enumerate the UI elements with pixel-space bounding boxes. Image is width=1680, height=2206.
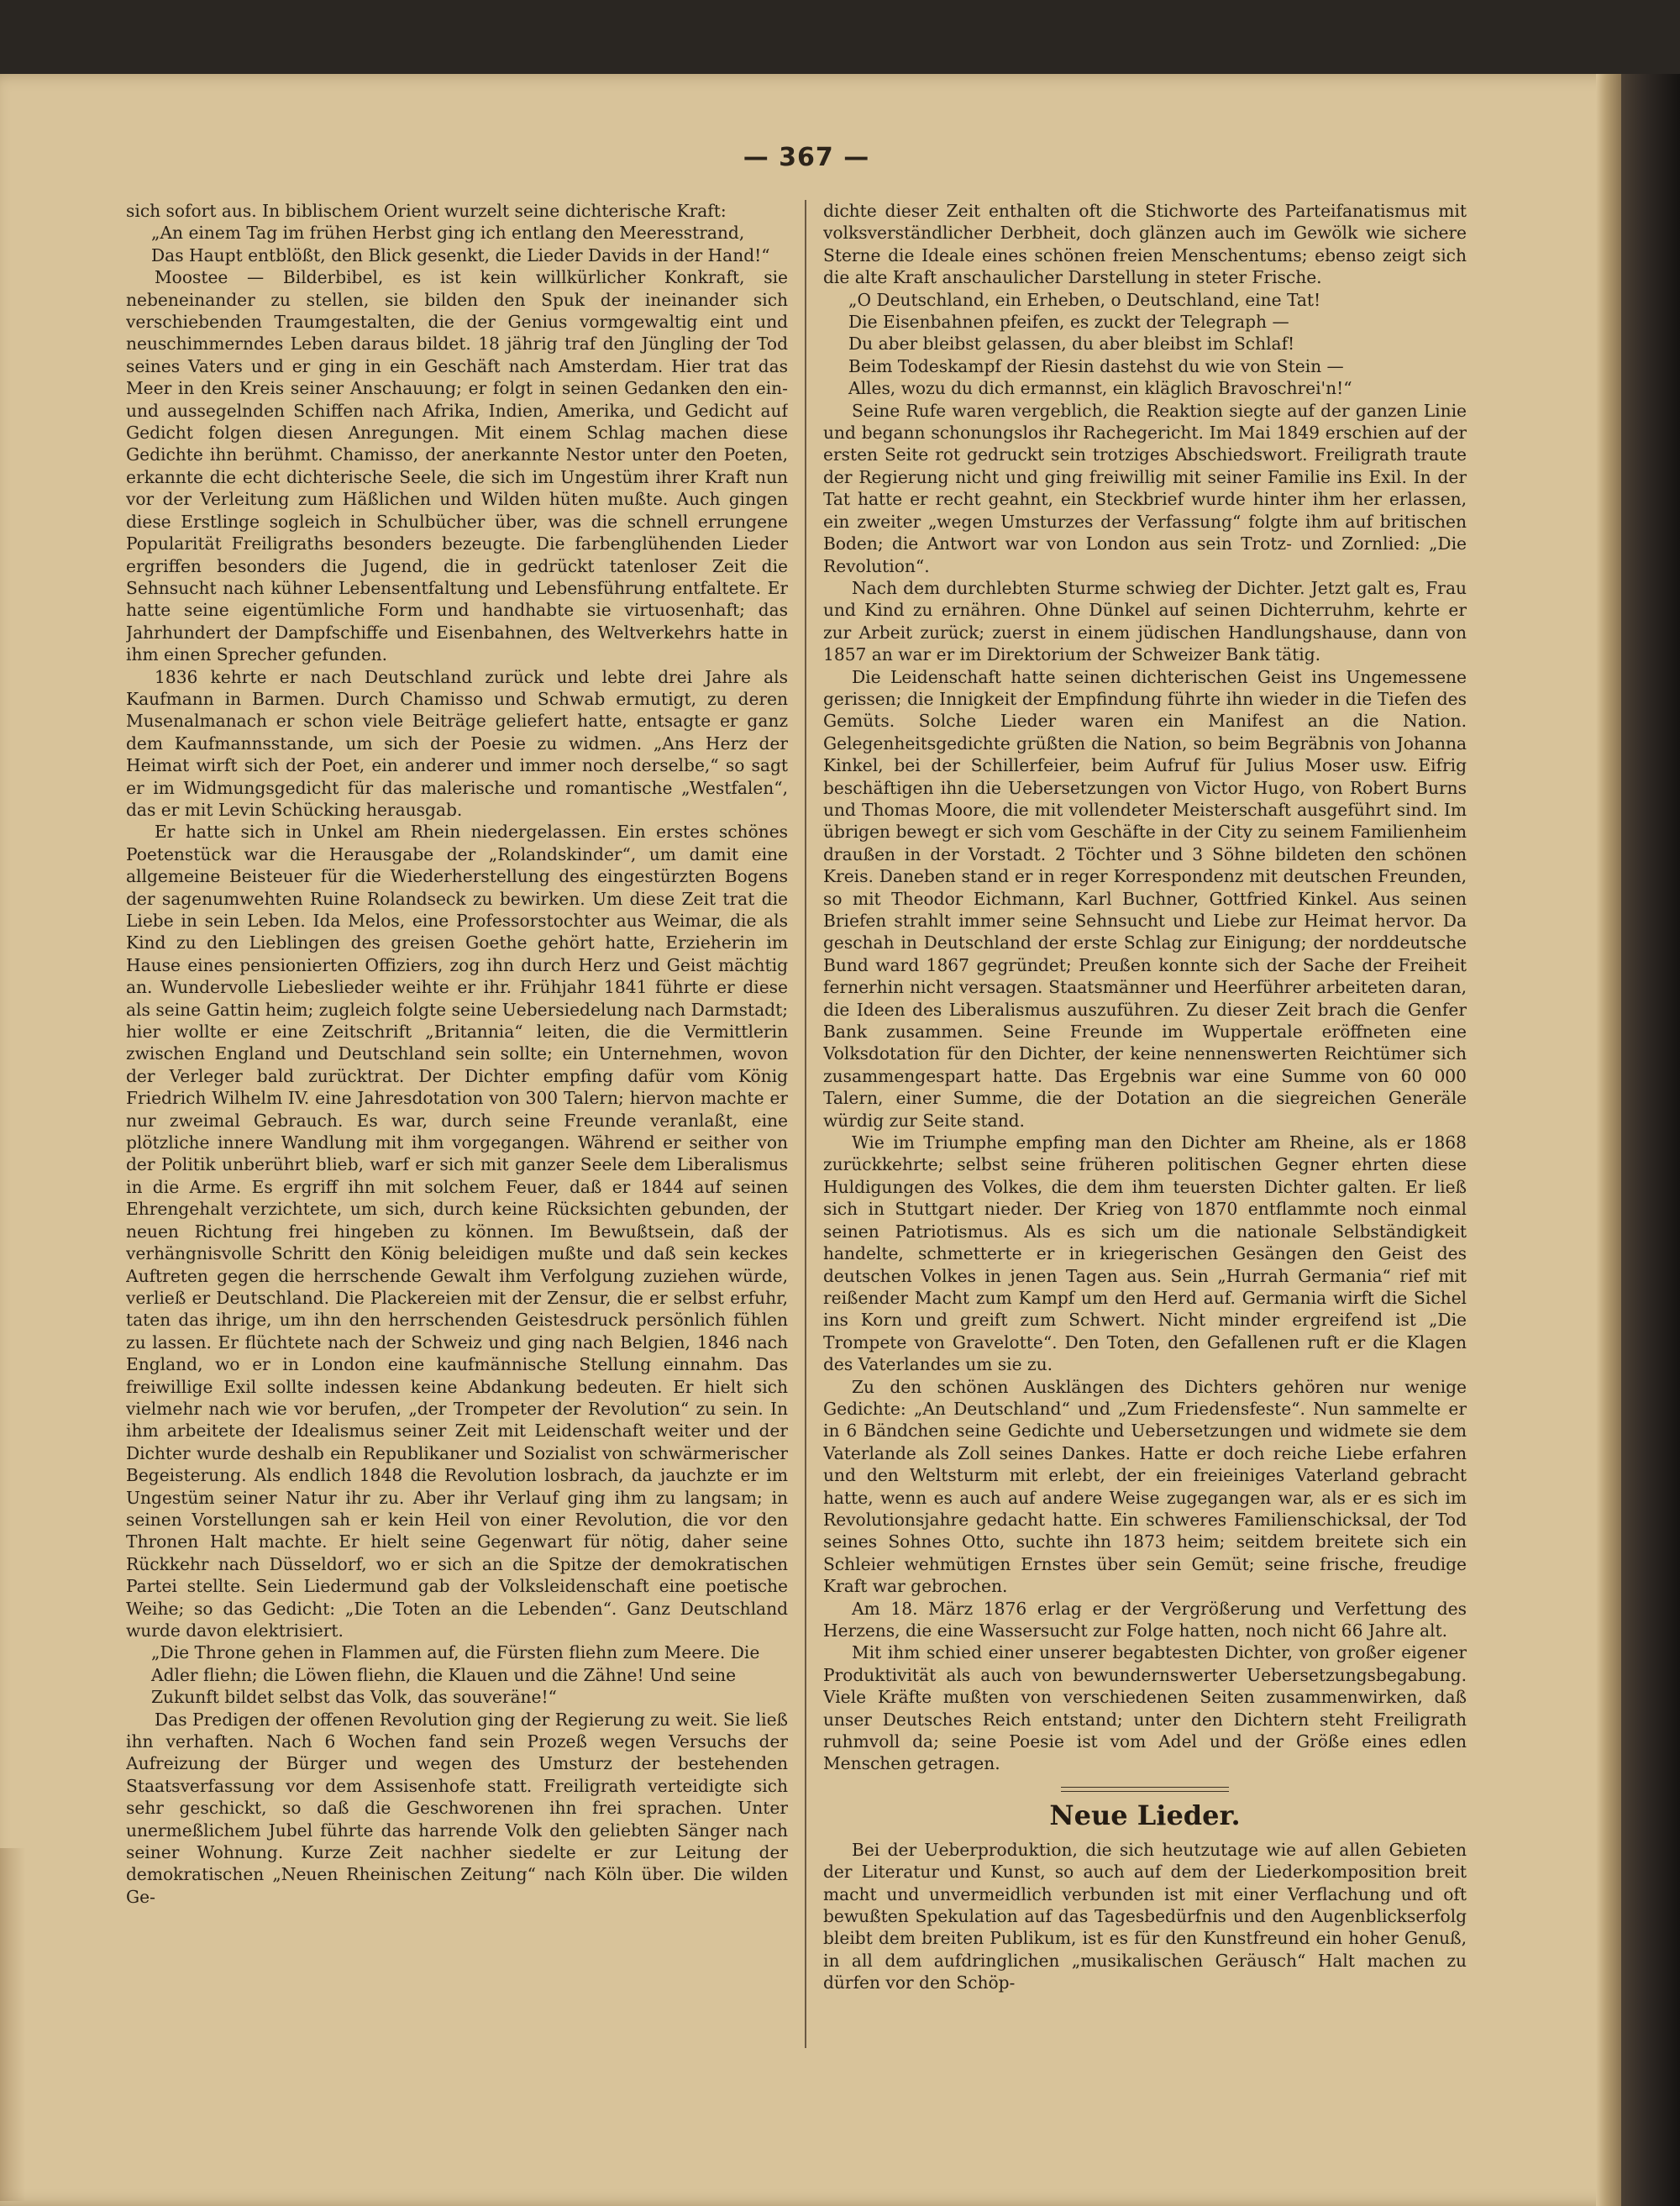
verse-quote	[848, 289, 1467, 400]
verse-line: Die Eisenbahnen pfeifen, es zuckt der Telegraph —	[848, 312, 1289, 333]
column-divider	[805, 200, 806, 2048]
paragraph: 1836 kehrte er nach Deutschland zurück und lebte drei Jahre als Kaufmann in Barmen. Durch Chamisso und Schwab ermutigt, zu deren Musenalmanach er schon viele Beiträge geliefert hatte, entsagte er ganz dem Kaufmannsstande, um sich der Poesie zu widmen. „Ans Herz der Heimat wirft sich der Poet, ein anderer und immer noch derselbe,“ so sagt er im Widmungsgedicht für das malerische und romantische „Westfalen“, das er mit Levin Schücking herausgab.	[126, 666, 788, 820]
paragraph: Moostee — Bilderbibel, es ist kein willkürlicher Konkraft, sie nebeneinander zu stellen, sie bilden den Spuk der ineinander sich verschiebenden Traumgestalten, die der Genius vormgewaltig eint und neuschimmerndes Leben daraus bildet. 18 jährig traf den Jüngling der Tod seines Vaters und er ging in ein Geschäft nach Amsterdam. Hier trat das Meer in den Kreis seiner Anschauung; er folgt in seinen Gedanken den ein- und aussegelnden Schiffen nach Afrika, Indien, Amerika, und Gedicht auf Gedicht folgen diesen Anregungen. Mit einem Schlag machen diese Gedichte ihn berühmt. Chamisso, der anerkannte Nestor unter den Poeten, erkannte die echt dichterische Seele, die sich im Ungestüm ihrer Kraft nun vor der Verleitung zum Häßlichen und Wilden hüten mußte. Auch gingen diese Erstlinge sogleich in Schulbücher über, was die schnell errungene Popularität Freiligraths besonders bezeugte. Die farbenglühenden Lieder ergriffen besonders die Jugend, die in gedrückt tatenloser Zeit die Sehnsucht nach kühner Lebensentfaltung und Lebensführung entfaltete. Er hatte seine eigentümliche Form und handhabte sie virtuosenhaft; das Jahrhundert der Dampfschiffe und Eisenbahnen, des Weltverkehrs hatte in ihm einen Sprecher gefunden.	[126, 267, 788, 665]
paragraph: Am 18. März 1876 erlag er der Vergrößerung und Verfettung des Herzens, die eine Wassersucht zur Folge hatten, noch nicht 66 Jahre alt.	[823, 1598, 1467, 1641]
paragraph: Seine Rufe waren vergeblich, die Reaktion siegte auf der ganzen Linie und begann schonungslos ihr Rachegericht. Im Mai 1849 erschien auf der ersten Seite rot gedruckt sein trotziges Abschiedswort. Freiligrath traute der Regierung nicht und ging freiwillig mit seiner Familie ins Exil. In der Tat hatte er recht geahnt, ein Steckbrief wurde hinter ihm her erlassen, ein zweiter „wegen Umsturzes der Verfassung“ folgte ihm auf britischen Boden; die Antwort war von London aus sein Trotz- und Zornlied: „Die Revolution“.	[823, 400, 1467, 576]
left-column	[126, 200, 788, 2132]
verse-line: Beim Todeskampf der Riesin dastehst du wie von Stein —	[848, 355, 1344, 376]
verse-line: „Die Throne gehen in Flammen auf, die Fürsten fliehn zum Meere. Die Adler fliehn; die Löwen fliehn, die Klauen und die Zähne! Und seine Zukunft bildet selbst das Volk, das souveräne!“	[151, 1642, 760, 1708]
page-edge	[1596, 74, 1621, 2206]
verse-line: Das Haupt entblößt, den Blick gesenkt, die Lieder Davids in der Hand!“	[151, 244, 770, 265]
verse-line: Du aber bleibst gelassen, du aber bleibst im Schlaf!	[848, 334, 1295, 355]
paragraph: Die Leidenschaft hatte seinen dichterischen Geist ins Ungemessene gerissen; die Innigkeit der Empfindung führte ihn wieder in die Tiefen des Gemüts. Solche Lieder waren ein Manifest an die Nation. Gelegenheitsgedichte grüßten die Nation, so beim Begräbnis von Johanna Kinkel, bei der Schillerfeier, beim Aufruf für Julius Moser usw. Eifrig beschäftigen ihn die Uebersetzungen von Victor Hugo, von Robert Burns und Thomas Moore, die mit vollendeter Meisterschaft ausgeführt sind. Im übrigen bewegt er sich vom Geschäfte in der City zu seinem Familienheim draußen in der Vorstadt. 2 Töchter und 3 Söhne bildeten den schönen Kreis. Daneben stand er in reger Korrespondenz mit deutschen Freunden, so mit Theodor Eichmann, Karl Buchner, Gottfried Kinkel. Aus seinen Briefen strahlt immer seine Sehnsucht und Liebe zur Heimat hervor. Da geschah in Deutschland der erste Schlag zur Einigung; der norddeutsche Bund ward 1867 gegründet; Preußen konnte sich der Sache der Freiheit fernerhin nicht versagen. Staatsmänner und Heerführer arbeiteten daran, die Ideen des Liberalismus auszuführen. Zu dieser Zeit brach die Genfer Bank zusammen. Seine Freunde im Wuppertale eröffneten eine Volksdotation für den Dichter, der keine nennenswerten Reichtümer sich zusammengespart hatte. Das Ergebnis war eine Summe von 60 000 Talern, einer Summe, die der Dotation an die siegreichen Generäle würdig zur Seite stand.	[823, 666, 1467, 1131]
paragraph: Mit ihm schied einer unserer begabtesten Dichter, von großer eigener Produktivität als auch von bewundernswerter Uebersetzungsbegabung. Viele Kräfte mußten von verschiedenen Seiten zusammenwirken, daß unser Deutsches Reich entstand; unter den Dichtern steht Freiligrath ruhmvoll da; seine Poesie ist vom Adel und der Größe eines edlen Menschen getragen.	[823, 1642, 1467, 1774]
paragraph: Nach dem durchlebten Sturme schwieg der Dichter. Jetzt galt es, Frau und Kind zu ernähren. Ohne Dünkel auf seinen Dichterruhm, kehrte er zur Arbeit zurück; zuerst in einem jüdischen Handlungshause, dann von 1857 an war er im Direktorium der Schweizer Bank tätig.	[823, 577, 1467, 665]
section-separator	[1061, 1787, 1229, 1792]
verse-line: „An einem Tag im frühen Herbst ging ich entlang den Meeresstrand,	[151, 223, 745, 244]
paragraph: Wie im Triumphe empfing man den Dichter am Rheine, als er 1868 zurückkehrte; selbst seine früheren politischen Gegner ehrten diese Huldigungen des Volkes, die dem ihm teuersten Dichter galten. Er ließ sich in Stuttgart nieder. Der Krieg von 1870 entflammte noch einmal seinen Patriotismus. Als es sich um die nationale Selbständigkeit handelte, schmetterte er in kriegerischen Gesängen den Geist des deutschen Volkes in jenen Tagen aus. Sein „Hurrah Germania“ rief mit reißender Macht zum Kampf um den Herd auf. Germania wirft die Sichel ins Korn und greift zum Schwert. Nicht minder ergreifend ist „Die Trompete von Gravelotte“. Den Toten, den Gefallenen ruft er die Klagen des Vaterlandes um sie zu.	[823, 1132, 1467, 1375]
paragraph: Zu den schönen Ausklängen des Dichters gehören nur wenige Gedichte: „An Deutschland“ und „Zum Friedensfeste“. Nun sammelte er in 6 Bändchen seine Gedichte und Uebersetzungen und widmete sie dem Vaterlande als Zoll seines Dankes. Hatte er doch reiche Liebe erfahren und den Weltsturm mit erlebt, der ein freieiniges Vaterland gebracht hatte, wenn es auch auf andere Weise zugegangen war, als er es sich im Revolutionsjahre gedacht hatte. Ein schweres Familienschicksal, der Tod seines Sohnes Otto, suchte ihn 1873 heim; seitdem breitete sich ein Schleier wehmütigen Ernstes über sein Gemüt; seine frische, freudige Kraft war gebrochen.	[823, 1376, 1467, 1597]
right-column	[823, 200, 1467, 2048]
paragraph: dichte dieser Zeit enthalten oft die Stichworte des Parteifanatismus mit volksverständlicher Derbheit, doch glänzen auch im Gewölk wie sichere Sterne die Ideale eines schönen freien Menschentums; ebenso zeigt sich die alte Kraft anschaulicher Darstellung in steter Frische.	[823, 201, 1467, 288]
paragraph: Das Predigen der offenen Revolution ging der Regierung zu weit. Sie ließ ihn verhaften. Nach 6 Wochen fand sein Prozeß wegen Versuchs der Aufreizung der Bürger und wegen des Umsturz der bestehenden Staatsverfassung vor dem Assisenhofe statt. Freiligrath verteidigte sich sehr geschickt, so daß die Geschworenen ihn frei sprachen. Unter unermeßlichem Jubel führte das harrende Volk den geliebten Sänger nach seiner Wohnung. Kurze Zeit nachher siedelte er zur Leitung der demokratischen „Neuen Rheinischen Zeitung“ nach Köln über. Die wilden Ge-	[126, 1709, 788, 1907]
paragraph: Bei der Ueberproduktion, die sich heutzutage wie auf allen Gebieten der Literatur und Kunst, so auch auf dem der Liederkomposition breit macht und unvermeidlich verbunden ist mit einer Verflachung und oft bewußten Spekulation auf das Tagesbedürfnis und den Augenblickserfolg bleibt dem breiten Publikum, ist es für den Kunstfreund ein hoher Genuß, in all dem aufdringlichen „musikalischen Geräusch“ Halt machen zu dürfen vor den Schöp-	[823, 1839, 1467, 1993]
paper-stain	[0, 1848, 25, 2201]
verse-quote	[151, 1641, 788, 1708]
paragraph: sich sofort aus. In biblischem Orient wurzelt seine dichterische Kraft:	[126, 201, 727, 221]
book-spine	[1621, 74, 1680, 2206]
page-number: — 367 —	[743, 143, 870, 172]
verse-quote	[151, 222, 788, 266]
verse-line: „O Deutschland, ein Erheben, o Deutschland, eine Tat!	[848, 289, 1321, 310]
paragraph: Er hatte sich in Unkel am Rhein niedergelassen. Ein erstes schönes Poetenstück war die Herausgabe der „Rolandskinder“, um damit eine allgemeine Beisteuer für die Wiederherstellung des eingestürzten Bogens der sagenumwehten Ruine Rolandseck zu bewirken. Um diese Zeit trat die Liebe in sein Leben. Ida Melos, eine Professorstochter aus Weimar, die als Kind zu den Lieblingen des greisen Goethe gehört hatte, Erzieherin im Hause eines pensionierten Offiziers, zog ihn durch Herz und Geist mächtig an. Wundervolle Liebeslieder weihte er ihr. Frühjahr 1841 führte er diese als seine Gattin heim; zugleich folgte seine Uebersiedelung nach Darmstadt; hier wollte er eine Zeitschrift „Britannia“ leiten, die die Vermittlerin zwischen England und Deutschland sein sollte; ein Unternehmen, wovon der Verleger bald zurücktrat. Der Dichter empfing dafür vom König Friedrich Wilhelm IV. eine Jahresdotation von 300 Talern; hiervon machte er nur zweimal Gebrauch. Es war, durch seine Freunde veranlaßt, eine plötzliche innere Wandlung mit ihm vorgegangen. Während er seither von der Politik unberührt blieb, warf er sich mit ganzer Seele dem Liberalismus in die Arme. Es ergriff ihn mit solchem Feuer, daß er 1844 auf seinen Ehrengehalt verzichtete, um sich, durch keine Rücksichten gebunden, der neuen Richtung frei hingeben zu können. Im Bewußtsein, daß der verhängnisvolle Schritt den König beleidigen mußte und daß sein keckes Auftreten gegen die herrschende Gewalt ihm Verfolgung zuziehen würde, verließ er Deutschland. Die Plackereien mit der Zensur, die er selbst erfuhr, taten das ihrige, um ihn den herrschenden Geistesdruck persönlich fühlen zu lassen. Er flüchtete nach der Schweiz und ging nach Belgien, 1846 nach England, wo er in London eine kaufmännische Stellung einnahm. Das freiwillige Exil sollte indessen keine Abdankung bedeuten. Er hielt sich vielmehr nach wie vor berufen, „der Trompeter der Revolution“ zu sein. In ihm arbeitete der Idealismus seiner Zeit mit Leidenschaft weiter und der Dichter wurde deshalb ein Republikaner und Sozialist von schwärmerischer Begeisterung. Als endlich 1848 die Revolution losbrach, da jauchzte er im Ungestüm seiner Natur ihr zu. Aber ihr Verlauf ging ihm zu langsam; in seinen Vorstellungen sah er kein Heil von einer Revolution, die vor den Thronen Halt machte. Er hielt seine Gegenwart für nötig, daher seine Rückkehr nach Düsseldorf, wo er sich an die Spitze der demokratischen Partei stellte. Sein Liedermund gab der Volksleidenschaft eine poetische Weihe; so das Gedicht: „Die Toten an die Lebenden“. Ganz Deutschland wurde davon elektrisiert.	[126, 822, 788, 1641]
section-heading: Neue Lieder.	[1049, 1799, 1241, 1831]
verse-line: Alles, wozu du dich ermannst, ein kläglich Bravoschrei'n!“	[848, 378, 1352, 399]
